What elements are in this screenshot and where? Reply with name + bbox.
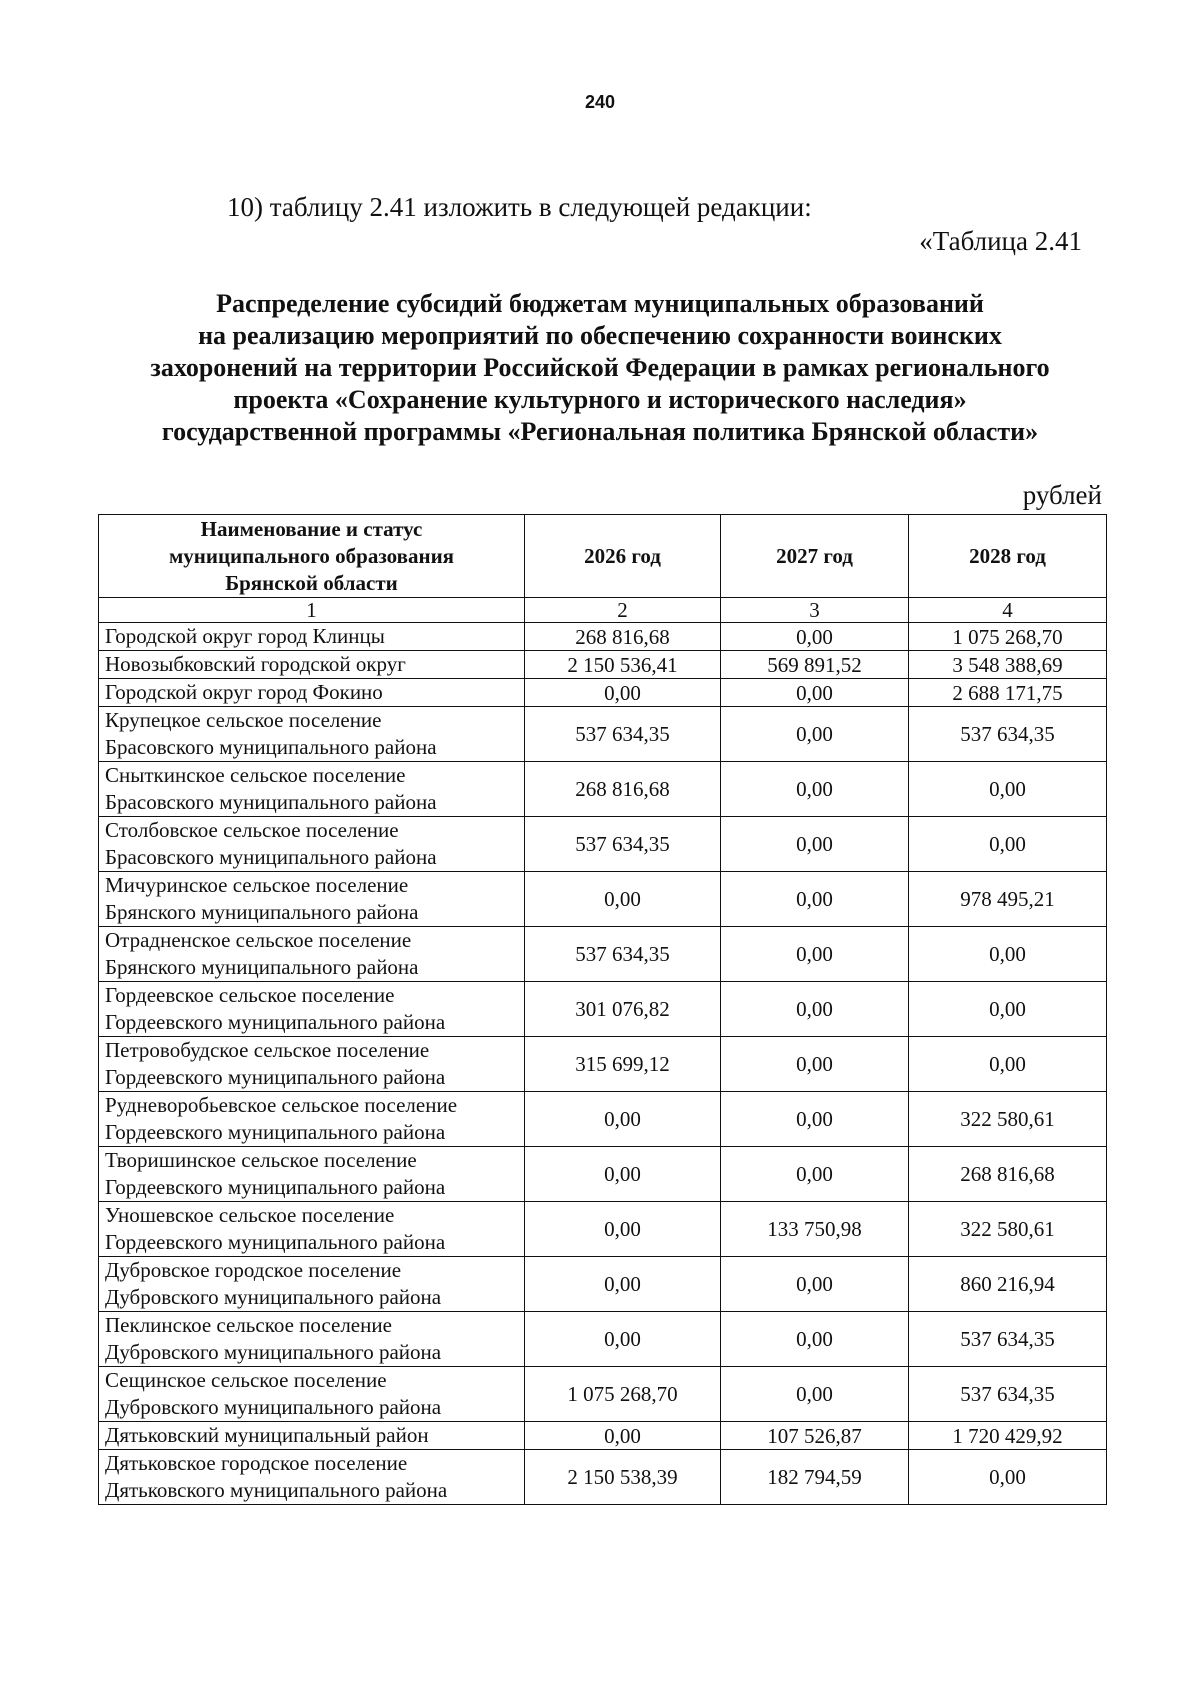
value-2028: 0,00 — [909, 762, 1107, 817]
value-2028: 1 075 268,70 — [909, 623, 1107, 651]
value-2026: 2 150 536,41 — [525, 651, 721, 679]
value-2028: 0,00 — [909, 1037, 1107, 1092]
header-name-line: Наименование и статус — [200, 516, 423, 541]
table-row — [99, 1092, 1107, 1147]
municipality-name — [99, 1092, 525, 1147]
municipality-name-line: Петровобудское сельское поселение — [105, 1038, 430, 1062]
municipality-name-line: Отрадненское сельское поселение — [105, 928, 412, 952]
municipality-name-line: Крупецкое сельское поселение — [105, 708, 382, 732]
municipality-name — [99, 1037, 525, 1092]
table-row — [99, 1422, 1107, 1450]
municipality-name-line: Сныткинское сельское поселение — [105, 763, 406, 787]
value-2026: 0,00 — [525, 679, 721, 707]
table-row — [99, 623, 1107, 651]
table-row — [99, 707, 1107, 762]
value-2027: 0,00 — [721, 872, 909, 927]
municipality-name-line: Новозыбковский городской округ — [105, 652, 406, 676]
value-2026: 301 076,82 — [525, 982, 721, 1037]
municipality-name — [99, 1367, 525, 1422]
value-2026: 1 075 268,70 — [525, 1367, 721, 1422]
municipality-name-line: Гордеевского муниципального района — [105, 1010, 446, 1034]
value-2028: 0,00 — [909, 927, 1107, 982]
municipality-name — [99, 817, 525, 872]
value-2027: 0,00 — [721, 817, 909, 872]
title-line: Распределение субсидий бюджетам муниципальных образований — [216, 289, 984, 318]
value-2028: 537 634,35 — [909, 707, 1107, 762]
header-name — [99, 515, 525, 598]
value-2026: 0,00 — [525, 872, 721, 927]
municipality-name-line: Дятьковский муниципальный район — [105, 1423, 429, 1447]
value-2027: 0,00 — [721, 679, 909, 707]
column-number-row — [99, 598, 1107, 623]
municipality-name-line: Пеклинское сельское поселение — [105, 1313, 392, 1337]
subsidy-table — [98, 514, 1107, 1505]
header-2026: 2026 год — [525, 515, 721, 598]
title-line: проекта «Сохранение культурного и исторического наследия» — [233, 385, 967, 414]
value-2028: 3 548 388,69 — [909, 651, 1107, 679]
municipality-name — [99, 1202, 525, 1257]
value-2028: 0,00 — [909, 817, 1107, 872]
municipality-name — [99, 927, 525, 982]
value-2028: 0,00 — [909, 1450, 1107, 1505]
municipality-name-line: Гордеевского муниципального района — [105, 1175, 446, 1199]
municipality-name-line: Городской округ город Клинцы — [105, 624, 385, 648]
table-row — [99, 1312, 1107, 1367]
municipality-name — [99, 982, 525, 1037]
column-number: 1 — [99, 598, 525, 623]
table-caption: «Таблица 2.41 — [919, 226, 1082, 256]
value-2026: 0,00 — [525, 1312, 721, 1367]
table-row — [99, 927, 1107, 982]
municipality-name-line: Дубровского муниципального района — [105, 1340, 442, 1364]
value-2027: 0,00 — [721, 707, 909, 762]
value-2027: 0,00 — [721, 1037, 909, 1092]
municipality-name-line: Гордеевского муниципального района — [105, 1065, 446, 1089]
table-row — [99, 1450, 1107, 1505]
municipality-name-line: Дубровского муниципального района — [105, 1395, 442, 1419]
municipality-name-line: Гордеевского муниципального района — [105, 1230, 446, 1254]
municipality-name-line: Столбовское сельское поселение — [105, 818, 399, 842]
value-2028: 978 495,21 — [909, 872, 1107, 927]
municipality-name-line: Уношевское сельское поселение — [105, 1203, 395, 1227]
municipality-name-line: Брасовского муниципального района — [105, 845, 437, 869]
value-2027: 569 891,52 — [721, 651, 909, 679]
title-line: государственной программы «Региональная политика Брянской области» — [161, 417, 1039, 446]
value-2028: 0,00 — [909, 982, 1107, 1037]
value-2027: 0,00 — [721, 1147, 909, 1202]
municipality-name-line: Брасовского муниципального района — [105, 790, 437, 814]
units-label: рублей — [1022, 480, 1102, 510]
value-2028: 537 634,35 — [909, 1367, 1107, 1422]
municipality-name — [99, 651, 525, 679]
value-2026: 0,00 — [525, 1202, 721, 1257]
value-2028: 322 580,61 — [909, 1092, 1107, 1147]
municipality-name-line: Дубровского муниципального района — [105, 1285, 442, 1309]
page-number: 240 — [584, 92, 616, 112]
table-row — [99, 762, 1107, 817]
table-row — [99, 651, 1107, 679]
value-2027: 133 750,98 — [721, 1202, 909, 1257]
value-2028: 537 634,35 — [909, 1312, 1107, 1367]
value-2026: 537 634,35 — [525, 707, 721, 762]
column-number: 3 — [721, 598, 909, 623]
value-2026: 537 634,35 — [525, 927, 721, 982]
value-2028: 322 580,61 — [909, 1202, 1107, 1257]
municipality-name — [99, 1257, 525, 1312]
value-2026: 0,00 — [525, 1422, 721, 1450]
value-2027: 0,00 — [721, 982, 909, 1037]
municipality-name-line: Дятьковского муниципального района — [105, 1478, 448, 1502]
value-2026: 268 816,68 — [525, 762, 721, 817]
value-2026: 0,00 — [525, 1257, 721, 1312]
value-2027: 0,00 — [721, 927, 909, 982]
value-2027: 0,00 — [721, 1092, 909, 1147]
value-2027: 0,00 — [721, 1257, 909, 1312]
value-2026: 268 816,68 — [525, 623, 721, 651]
municipality-name-line: Брянского муниципального района — [105, 955, 419, 979]
table-row — [99, 1202, 1107, 1257]
value-2028: 860 216,94 — [909, 1257, 1107, 1312]
municipality-name-line: Дубровское городское поселение — [105, 1258, 402, 1282]
municipality-name — [99, 872, 525, 927]
municipality-name — [99, 762, 525, 817]
municipality-name-line: Городской округ город Фокино — [105, 680, 383, 704]
municipality-name-line: Брянского муниципального района — [105, 900, 419, 924]
header-name-line: муниципального образования — [168, 543, 455, 568]
table-row — [99, 1037, 1107, 1092]
municipality-name-line: Сещинское сельское поселение — [105, 1368, 387, 1392]
value-2027: 0,00 — [721, 1312, 909, 1367]
municipality-name-line: Дятьковское городское поселение — [105, 1451, 408, 1475]
municipality-name-line: Рудневоробьевское сельское поселение — [105, 1093, 458, 1117]
municipality-name — [99, 1312, 525, 1367]
municipality-name — [99, 1450, 525, 1505]
municipality-name-line: Мичуринское сельское поселение — [105, 873, 409, 897]
instruction-text: 10) таблицу 2.41 изложить в следующей редакции: — [227, 192, 812, 222]
municipality-name — [99, 623, 525, 651]
municipality-name-line: Творишинское сельское поселение — [105, 1148, 417, 1172]
table-row — [99, 1367, 1107, 1422]
value-2028: 1 720 429,92 — [909, 1422, 1107, 1450]
title-line: захоронений на территории Российской Федерации в рамках регионального — [150, 353, 1050, 382]
table-row — [99, 872, 1107, 927]
table-row — [99, 817, 1107, 872]
table-header-row — [99, 515, 1107, 598]
municipality-name-line: Гордеевское сельское поселение — [105, 983, 395, 1007]
value-2026: 2 150 538,39 — [525, 1450, 721, 1505]
value-2028: 2 688 171,75 — [909, 679, 1107, 707]
value-2027: 0,00 — [721, 762, 909, 817]
value-2027: 182 794,59 — [721, 1450, 909, 1505]
column-number: 2 — [525, 598, 721, 623]
value-2026: 0,00 — [525, 1147, 721, 1202]
value-2028: 268 816,68 — [909, 1147, 1107, 1202]
header-2027: 2027 год — [721, 515, 909, 598]
municipality-name — [99, 1147, 525, 1202]
municipality-name-line: Гордеевского муниципального района — [105, 1120, 446, 1144]
column-number: 4 — [909, 598, 1107, 623]
municipality-name — [99, 707, 525, 762]
value-2026: 537 634,35 — [525, 817, 721, 872]
table-row — [99, 679, 1107, 707]
table-row — [99, 1257, 1107, 1312]
value-2026: 315 699,12 — [525, 1037, 721, 1092]
table-row — [99, 1147, 1107, 1202]
value-2027: 107 526,87 — [721, 1422, 909, 1450]
value-2026: 0,00 — [525, 1092, 721, 1147]
municipality-name — [99, 679, 525, 707]
municipality-name-line: Брасовского муниципального района — [105, 735, 437, 759]
header-name-line: Брянской области — [225, 570, 398, 595]
value-2027: 0,00 — [721, 1367, 909, 1422]
document-title — [90, 288, 1110, 448]
value-2027: 0,00 — [721, 623, 909, 651]
header-2028: 2028 год — [909, 515, 1107, 598]
title-line: на реализацию мероприятий по обеспечению сохранности воинских — [198, 321, 1002, 350]
municipality-name — [99, 1422, 525, 1450]
table-row — [99, 982, 1107, 1037]
